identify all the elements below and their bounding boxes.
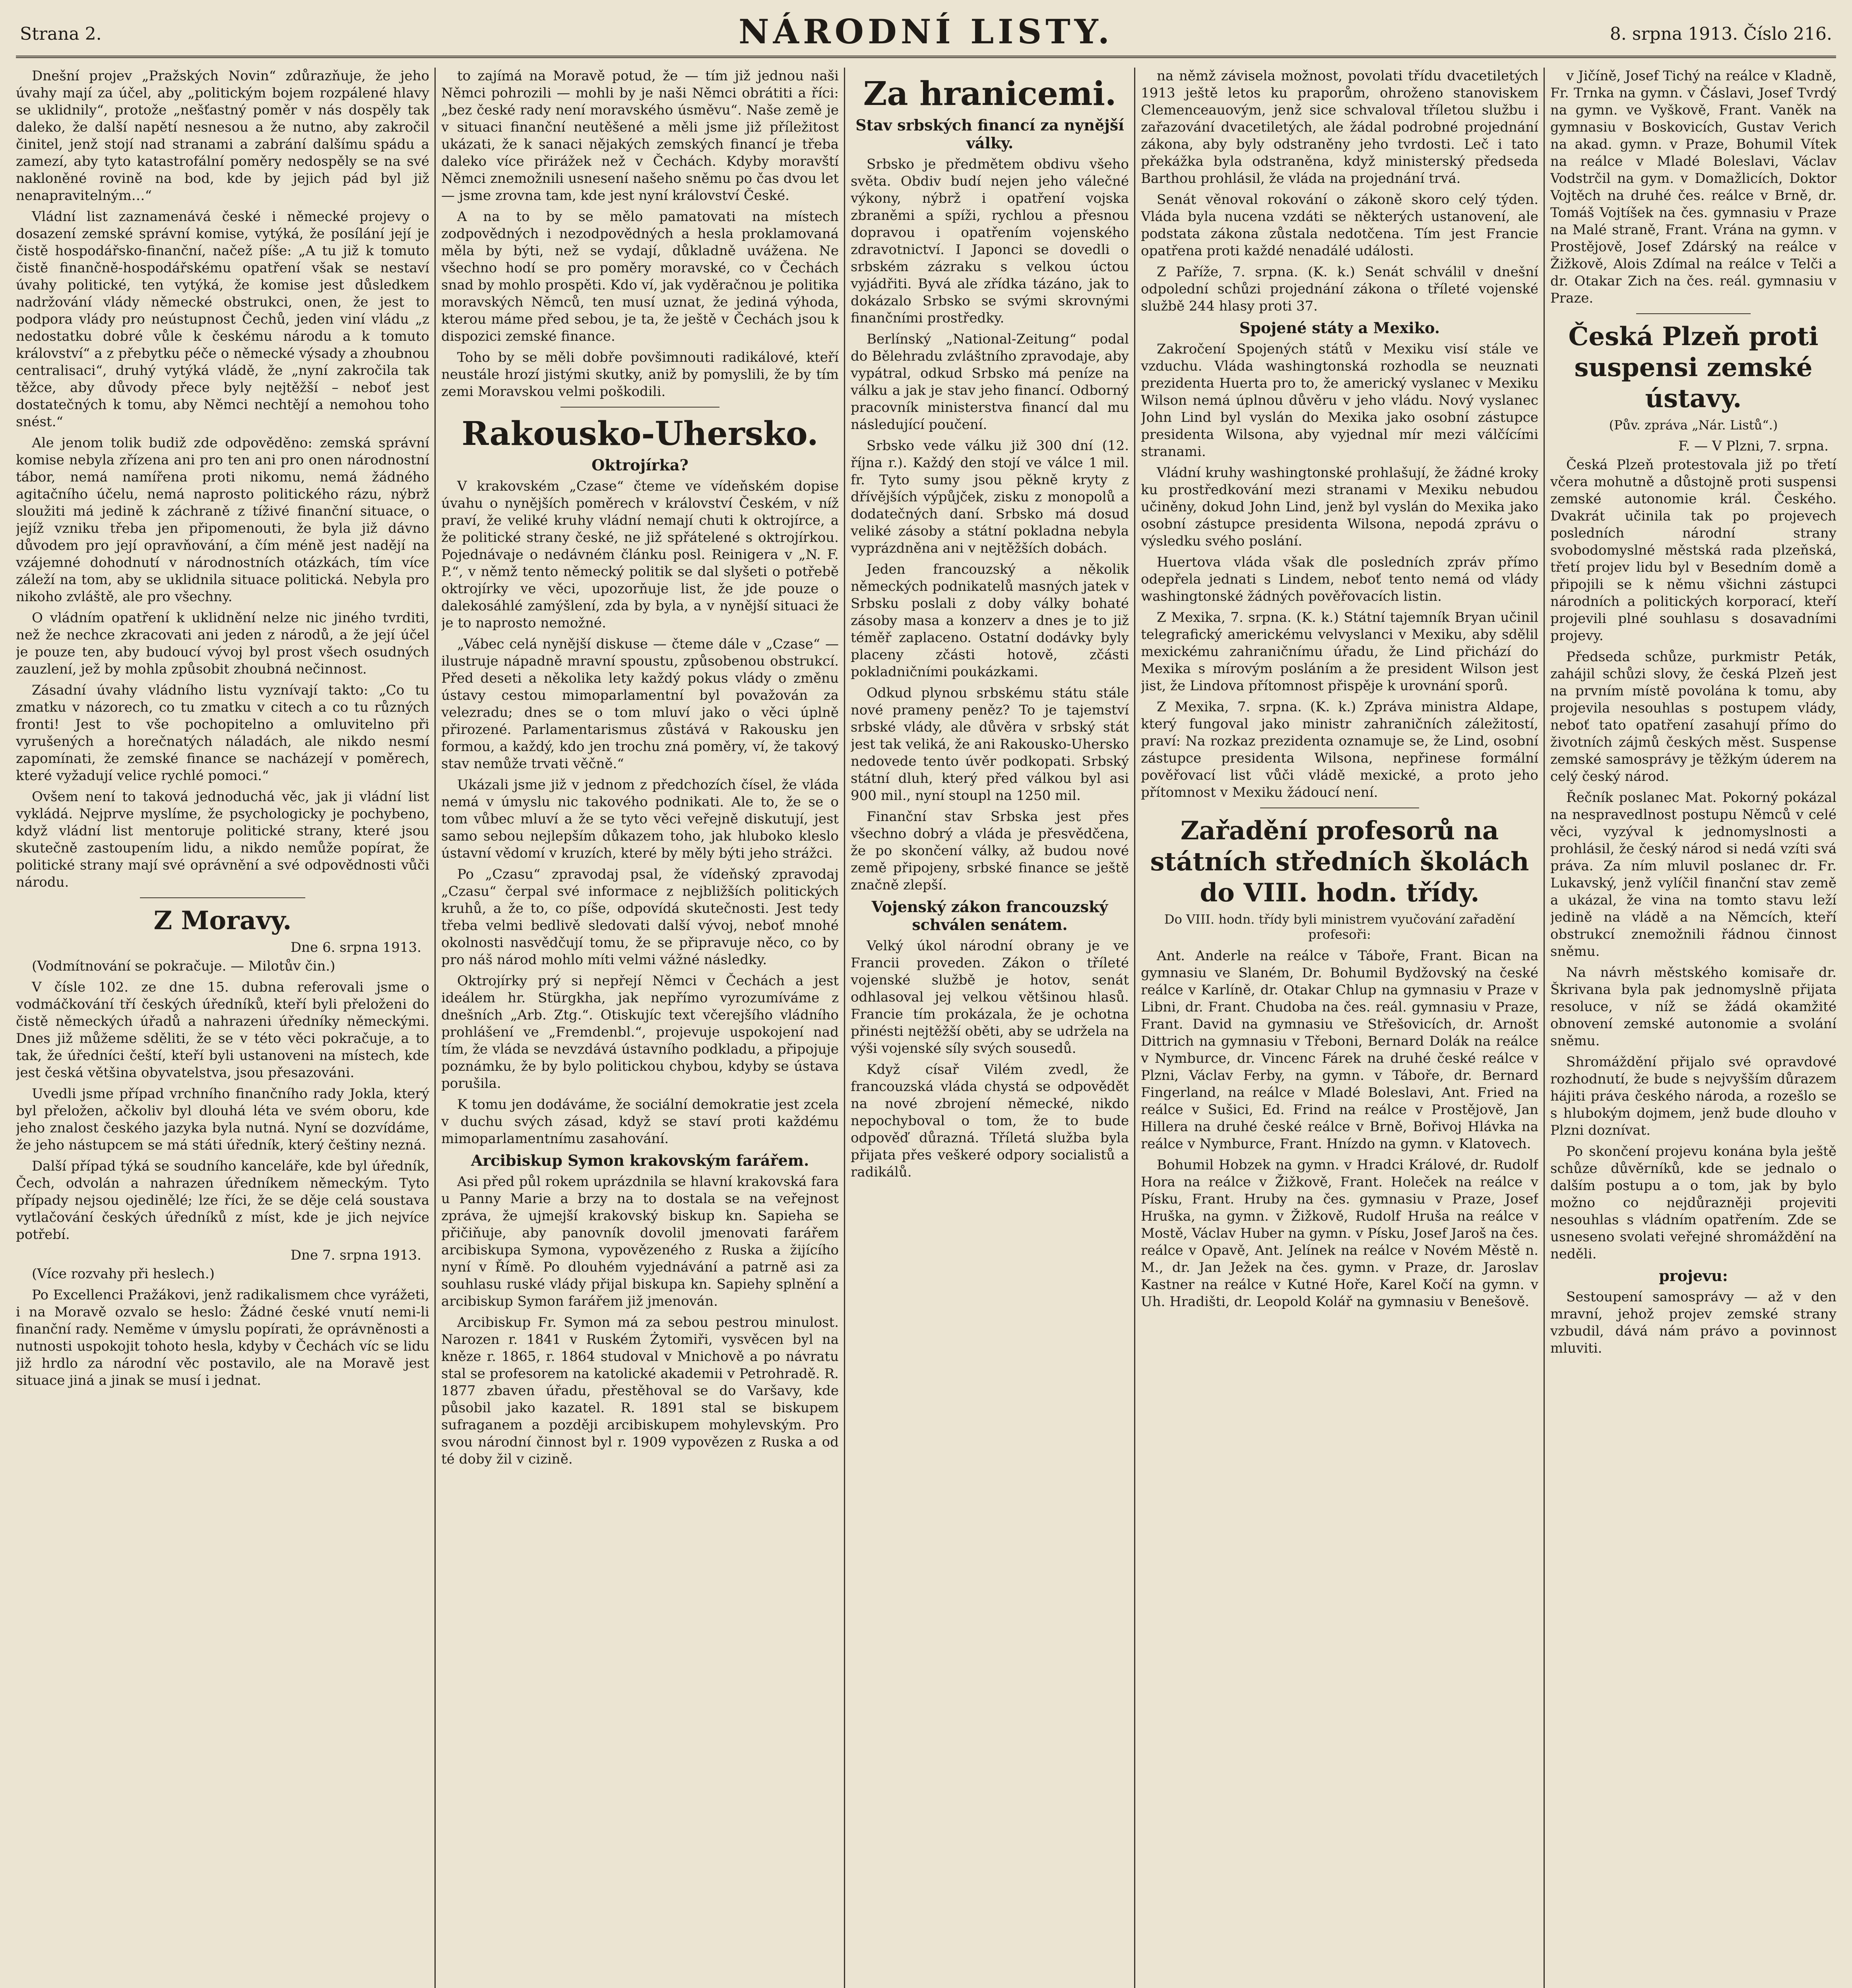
news-item: Z Mexika, 7. srpna. (K. k.) Státní tajemník Bryan učinil telegrafický americkému velvyslanci v Mexiku, aby sdělil mexickému zahraničnímu úřadu, že Lind přichází do Mexika s mírovým posláním a že president Wilson jest jist, že Lindova přítomnost přispěje k urovnání sporů. [1141,610,1538,694]
article-subtitle: Oktrojírka? [591,456,688,474]
article-paragraph: Asi před půl rokem uprázdnila se hlavní krakovská fara u Panny Marie a brzy na to dostala se na veřejnost zpráva, že ujmejší krakovský biskup kn. Sapieha se přičiňuje, aby panovník dovolil jmenovati farářem arcibiskupa Symona, vypovězeného z Ruska a žijícího nyní v Římě. Po dlouhém vyjednávání a patrně asi za souhlasu ruské vlády přijal biskupa kn. Sapiehy splnění a arcibiskup Symon farářem již jmenován. [441,1174,839,1309]
article-lead: (Vodmítnování se pokračuje. — Milotův čin.) [32,958,335,974]
column-divider [434,68,436,1988]
article-paragraph: Ovšem není to taková jednoduchá věc, jak ji vládní list vykládá. Nejprve myslíme, že psychologicky je pochybeno, když vládní list mentoruje politické strany, které jsou skutečně zastoupením lidu, a nikdo nemůže popírat, že politické strany mají své oprávnění a své odpovědnosti vůči národu. [16,789,429,890]
article-paragraph: Když císař Vilém zvedl, že francouzská vláda chystá se odpovědět na nové zbrojení německé, nikdo nepochyboval o tom, že to bude odpověď důrazná. Tříletá služba byla přijata přes veškeré odpory socialistů a radikálů. [851,1062,1129,1180]
article-dateline: Dne 6. srpna 1913. [290,940,421,955]
article-dateline: F. — V Plzni, 7. srpna. [1678,438,1829,454]
article-paragraph: V krakovském „Czase“ čteme ve vídeňském dopise úvahu o nynějších poměrech v království Českém, v níž praví, že veliké kruhy vládní nemají chuti k oktrojírce, a že politické strany české, ne již spřátelené s oktrojírkou. Pojednávaje o nedávném článku posl. Reinigera v „N. F. P.“, v němž tento německý politik se dal slyšeti o potřebě oktrojírky ve věci, upozorňuje list, že jde pouze o dalekosáhlé zamýšlení, zda by byla, a v nynější situaci že je to naprosto nemožné. [441,478,839,631]
article-paragraph: Ale jenom tolik budiž zde odpověděno: zemská správní komise nebyla zřízena ani pro ten ani pro onen národnostní tábor, nemá namířena proti nikomu, nemá žádného agitačního účelu, nemá naprosto politického rázu, nýbrž sloužiti má jedině k záchraně z tíživé finanční situace, o jejíž vzniku třeba jen připomenouti, že byla již dávno důvodem pro její opravňování, a čím méně jest nadějí na vzájemné dohodnutí v národnostních otázkách, tím více záleží na tom, aby se uklidnila situace politická. Nebyla pro nikoho zvláště, ale pro všechny. [16,435,429,605]
column-divider [1134,68,1135,1988]
article-paragraph: Bohumil Hobzek na gymn. v Hradci Králové, dr. Rudolf Hora na reálce v Žižkově, Frant. Holeček na reálce v Písku, Frant. Hruby na čes. gymnasiu v Praze, Josef Hruška, na gymn. v Žižkově, Rudolf Hruša na reálce v Mostě, Václav Huber na gymn. v Písku, Josef Jaroš na čes. reálce v Opavě, Ant. Jelínek na reálce v Novém Městě n. M., dr. Jan Ježek na čes. gymn. v Praze, dr. Jaroslav Kastner na reálce v Kutné Hoře, Karel Kočí na gymn. v Uh. Hradišti, dr. Leopold Kolář na gymnasiu v Benešově. [1141,1157,1538,1310]
article-paragraph: Řečník poslanec Mat. Pokorný pokázal na nespravedlnost postupu Němců v celé věci, vyzýval k jednomyslnosti a prohlásil, že český národ si nedá vzíti svá práva. Za ním mluvil poslanec dr. Fr. Lukavský, jenž vylíčil finanční stav země a ukázal, že vina na tomto stavu leží jedině na vládě a na Němcích, kteří obstrukcí znemožnili řádnou činnost sněmu. [1550,790,1836,959]
article-subtitle: Arcibiskup Symon krakovským farářem. [471,1151,809,1169]
section-title: Za hranicemi. [863,75,1117,113]
article-paragraph: V čísle 102. ze dne 15. dubna referovali jsme o vodmáčkování tří českých úředníků, kteří byli přeloženi do čistě německých úřadů a nahrazeni úředníky německými. Dnes již můžeme sděliti, že se v této věci pokračuje, a to tak, že úředníci čeští, kteří byli ustanoveni na místech, kde jest česká většina obyvatelstva, jsou přesazováni. [16,979,429,1081]
article-lead: (Více rozvahy při heslech.) [32,1266,215,1282]
page-number: Strana 2. [20,24,102,44]
article-title: Česká Plzeň proti suspensi zemské ústavy. [1568,322,1819,414]
article-paragraph: Odkud plynou srbskému státu stále nové prameny peněz? To je tajemství srbské vlády, ale důvěra v srbský stát jest tak veliká, že ani Rakousko-Uhersko nedovede tento úvěr podkopati. Srbský státní dluh, který před válkou byl asi 900 mil., nyní stoupl na 1250 mil. [851,685,1129,804]
article-paragraph: Srbsko vede válku již 300 dní (12. října r.). Každý den stojí ve válce 1 mil. fr. Tyto sumy jsou pěkně kryty z dřívějších výpůjček, zisku z monopolů a dodatečných daní. Srbsko má dosud veliké zásoby a státní pokladna nebyla vyprázdněna ani v nejtěžších dobách. [851,438,1129,556]
column-5 [1550,68,1836,1988]
article-subtitle: projevu: [1659,1267,1728,1285]
article-paragraph: Další případ týká se soudního kanceláře, kde byl úředník, Čech, odvolán a nahrazen úředníkem německým. Tyto případy nejsou ojedinělé; lze říci, že se děje celá soustava vytlačování českých úředníků z míst, kde je jich nejvíce potřebí. [16,1158,429,1242]
article-paragraph: K tomu jen dodáváme, že sociální demokratie jest zcela v duchu svých zásad, když se staví proti každému mimoparlamentnímu zasahování. [441,1097,839,1147]
article-paragraph: Oktrojírky prý si nepřejí Němci v Čechách a jest ideálem hr. Stürgkha, jak nepřímo vyrozumíváme z dnešních „Arb. Ztg.“. Otiskujíc text včerejšího vládního prohlášení ve „Fremdenbl.“, projevuje uspokojení nad tím, že vláda se nevzdává ústavního podkladu, a připojuje poznámku, že by bylo politickou chybou, kdyby se ústava porušila. [441,973,839,1091]
article-note: Do VIII. hodn. třídy byli ministrem vyučování zařadění profesoři: [1164,912,1515,942]
article-title: Zařadění profesorů na státních středních školách do VIII. hodn. třídy. [1150,816,1529,908]
section-divider [140,897,305,898]
column-4 [1141,68,1538,1988]
article-subtitle: Vojenský zákon francouzský schválen senátem. [871,898,1108,934]
article-paragraph: Velký úkol národní obrany je ve Francii proveden. Zákon o tříleté vojenské službě je hotov, senát odhlasoval jej velkou většinou hlasů. Francie tím prokázala, že je ochotna přinésti nejtěžší oběti, aby se udržela na výši vojenské síly svých sousedů. [851,938,1129,1056]
column-3 [851,68,1129,1988]
article-paragraph: O vládním opatření k uklidnění nelze nic jiného tvrditi, než že nechce zkracovati ani jeden z národů, a že její účel je pouze ten, aby budoucí vývoj byl prost všech osudných zauzlení, jež by mohla způsobit zhoubná nečinnost. [16,610,429,677]
masthead: NÁRODNÍ LISTY. [738,12,1113,51]
article-note: (Pův. zpráva „Nár. Listů“.) [1609,417,1778,433]
article-subtitle: Stav srbských financí za nynější války. [855,116,1124,152]
article-paragraph: Jeden francouzský a několik německých podnikatelů masných jatek v Srbsku poslali z doby války bohaté zásoby masa a konzerv a dnes je to již téměř zaplaceno. Ostatní dodávky byly placeny zčásti hotově, zčásti pokladničními poukázkami. [851,561,1129,680]
article-paragraph: Dnešní projev „Pražských Novin“ zdůrazňuje, že jeho úvahy mají za účel, aby „politickým bojem rozpálené hlavy se uklidnily“, protože „nešťastný poměr v nás dospěly tak daleko, že další napětí nesnesou a že nutno, aby zakročil činitel, jenž stojí nad stranami a zabrání dalšímu spádu a zamezí, aby tyto katastrofální poměry nedospěly se na své nakloněné rovině na bod, kde by jejich pád byl již nenapravitelným…“ [16,68,429,204]
article-paragraph: Po skončení projevu konána byla ještě schůze důvěrníků, kde se jednalo o dalším postupu a o tom, jak by bylo možno co nejdůrazněji projeviti nesouhlas s vládním opatřením. Zde se usneseno svolati veřejné shromáždění na neděli. [1550,1143,1836,1262]
article-paragraph: Předseda schůze, purkmistr Peták, zahájil schůzi slovy, že česká Plzeň jest na prvním místě povolána k tomu, aby projevila nesouhlas s postupem vlády, neboť tato opatření zasahují přímo do životních zájmů českých měst. Suspense zemské samosprávy je těžkým úderem na celý český národ. [1550,649,1836,784]
column-1 [16,68,429,1988]
article-paragraph: Srbsko je předmětem obdivu všeho světa. Obdiv budí nejen jeho válečné výkony, nýbrž i opatření vojska zbraněmi a spíži, rychlou a přesnou dopravou i opatřením vojenského zdravotnictví. I Japonci se dovedli o srbském zázraku s velkou úctou vyjádřiti. Byvá ale zřídka tázáno, jak to dokázalo Srbsko se svými skrovnými finančními prostředky. [851,156,1129,326]
article-paragraph: v Jičíně, Josef Tichý na reálce v Kladně, Fr. Trnka na gymn. v Čáslavi, Josef Tvrdý na gymn. ve Vyškově, Frant. Vaněk na gymnasiu v Boskovicích, Gustav Verich na akad. gymn. v Praze, Bohumil Vítek na reálce v Mladé Boleslavi, Václav Vodstrčil na gym. v Domažlicích, Doktor Vojtěch na druhé čes. reálce v Brně, dr. Tomáš Vojtíšek na čes. gymnasiu v Praze na Malé straně, Frant. Vrána na gymn. v Prostějově, Josef Zdárský na reálce v Žižkově, Alois Zdímal na reálce v Telči a dr. Otakar Zich na čes. reál. gymnasiu v Praze. [1550,68,1836,306]
article-paragraph: Ukázali jsme již v jednom z předchozích čísel, že vláda nemá v úmyslu nic takového podnikati. Ale to, že se o tom vůbec mluví a že se tyto věci veřejně diskutují, jest samo sebou nejlepším důkazem toho, jak hluboko kleslo ústavní vědomí v kruzích, které by měly býti jeho strážci. [441,777,839,861]
article-paragraph: Shromáždění přijalo své opravdové rozhodnutí, že bude s nejvyšším důrazem hájiti práva českého národa, a rozešlo se s hlubokým dojmem, jenž bude dlouho v Plzni doznívat. [1550,1054,1836,1138]
article-dateline: Dne 7. srpna 1913. [290,1247,421,1263]
section-divider [1636,313,1751,314]
article-paragraph: Finanční stav Srbska jest přes všechno dobrý a vláda je přesvědčena, že po skončení války, až budou nové země připojeny, srbské finance se ještě značně zlepší. [851,809,1129,893]
section-divider [560,407,719,408]
column-divider [844,68,845,1988]
article-paragraph: na němž závisela možnost, povolati třídu dvacetiletých 1913 ještě letos ku praporům, ohroženo stanoviskem Clemenceauovým, jenž sice schvaloval tříletou službu i zařazování dvacetiletých, ale žádal podrobné projednání zákona, aby byly odstraněny jeho tvrdosti. Leč i tato překážka byla odstraněna, když ministerský předseda Barthou prohlásil, že vláda na projednání trvá. [1141,68,1538,186]
article-paragraph: to zajímá na Moravě potud, že — tím již jednou naši Němci pohrozili — mohli by je naši Němci obrátiti a říci: „bez české rady není moravského úsměvu“. Naše země je v situaci finanční neutěšené a měli jsme již příležitost ukázati, že k sanaci nějakých zemských financí je třeba daleko více přirážek než v Čechách. Kdyby moravští Němci znemožnili usnesení našeho sněmu po čas dvou let — jsme zrovna tam, kde jest nyní království České. [441,68,839,204]
article-paragraph: A na to by se mělo pamatovati na místech zodpovědných i nezodpovědných a hesla proklamovaná měla by býti, než se vydají, důkladně uvážena. Ne všechno hodí se pro poměry moravské, co v Čechách snad by mohlo prospěti. Kdo ví, jak vyděračnou je politika moravských Němců, ten musí uznat, že jediná výhoda, kterou máme před sebou, je ta, že ještě v Čechách jsou k dispozici zemské finance. [441,209,839,344]
article-paragraph: Po Excellenci Pražákovi, jenž radikalismem chce vyrážeti, i na Moravě ozvalo se heslo: Žádné české vnutí nemi-li finanční rady. Neměme v úmyslu popírati, že oprávněnosti a nutnosti uspokojit tohoto hesla, kdyby v Čechách víc se lidu již hrdlo za národní věc postavilo, ale na Moravě jest situace jiná a jinak se musí i jednat. [16,1287,429,1388]
article-paragraph: „Vábec celá nynější diskuse — čteme dále v „Czase“ — ilustruje nápadně mravní spoustu, způsobenou obstrukcí. Před deseti a několika lety každý pokus vlády o změnu ústavy cestou mimoparlamentní byl považován za velezradu; dnes se o tom mluví jako o věci úplně přirozené. Parlamentarismus zůstává v Rakousku jen formou, a každý, kdo jen trochu zná poměry, ví, že takový stav nemůže trvati věčně.“ [441,636,839,772]
article-title: Z Moravy. [153,906,292,936]
article-paragraph: Česká Plzeň protestovala již po třetí včera mohutně a důstojně proti suspensi zemské autonomie král. Českého. Dvakrát učinila tak po projevech posledních národní strany svobodomyslné městská rada plzeňská, třetí projev lidu byl v Besedním domě a připojili se k němu všichni zástupci národních a politických korporací, kteří projevili plné souhlasu s dosavadními projevy. [1550,457,1836,644]
article-subtitle: Spojené státy a Mexiko. [1239,319,1440,337]
page-header [16,8,1836,58]
column-2 [441,68,839,1988]
article-paragraph: Ant. Anderle na reálce v Táboře, Frant. Bican na gymnasiu ve Slaném, Dr. Bohumil Bydžovský na české reálce v Karlíně, dr. Otakar Chlup na gymnasiu v Praze v Libni, dr. Frant. Chudoba na čes. reál. gymnasiu v Praze, Frant. David na gymnasiu ve Střešovicích, dr. Arnošt Dittrich na gymnasiu v Třeboni, Bernard Dolák na reálce v Nymburce, dr. Vincenc Fárek na druhé české reálce v Plzni, Václav Ferby, na gymn. v Táboře, dr. Bernard Fingerland, na reálce v Mladé Boleslavi, Ant. Fried na reálce v Sušici, Ed. Frind na reálce v Prostějově, Jan Hillera na druhé české reálce v Brně, Bořivoj Hlávka na reálce v Nymburce, Frant. Hnízdo na gymn. v Klatovech. [1141,948,1538,1152]
news-item: Z Paříže, 7. srpna. (K. k.) Senát schválil v dnešní odpolední schůzi projednání zákona o tříleté vojenské službě 244 hlasy proti 37. [1141,264,1538,314]
article-paragraph: Vládní list zaznamenává české i německé projevy o dosazení zemské správní komise, vytýká, že posílání její je čistě hospodářsko-finanční, načež píše: „A tu již k tomuto čistě finančně-hospodářskému opatření však se nestaví úvahy politické, ten vytýká, že komise jest důsledkem nadržování vlády německé obstrukci, onen, že jest to podpora vlády pro neústupnost Čechů, jeden viní vládu „z nedostatku dobré vůle k českému národu a k tomuto království“ a z přebytku péče o německé výsady a zhoubnou centralisaci“, druhý vytýká vládě, že „nyní zakročila tak těžce, aby důvody přece byly nejtěžší – neboť jest dostatečných k tomu, aby Němci nechtějí a nemohou toho snést.“ [16,209,429,430]
article-paragraph: Berlínský „National-Zeitung“ podal do Bělehradu zvláštního zpravodaje, aby vypátral, odkud Srbsko má peníze na válku a jak je stav jeho financí. Odborný pracovník ministerstva financí dal mu následující poučení. [851,331,1129,433]
issue-date: 8. srpna 1913. Číslo 216. [1610,24,1832,44]
article-paragraph: Na návrh městského komisaře dr. Škrivana byla pak jednomyslně přijata resoluce, v níž se žádá okamžité obnovení zemské autonomie a svolání sněmu. [1550,965,1836,1049]
article-paragraph: Sestoupení samosprávy — až v den mravní, jehož projev zemské strany vzbudil, dává nám právo a povinnost mluviti. [1550,1289,1836,1356]
article-paragraph: Po „Czasu“ zpravodaj psal, že vídeňský zpravodaj „Czasu“ čerpal své informace z nejbližších politických kruhů, a že to, co píše, odpovídá skutečnosti. Jest tedy třeba velmi bedlivě sledovati další vývoj, neboť mnohé okolnosti nasvědčují tomu, že se připravuje něco, co by pro náš národ mohlo míti velmi vážné následky. [441,866,839,968]
column-divider [1544,68,1545,1988]
section-title: Rakousko-Uhersko. [462,415,818,453]
article-paragraph: Arcibiskup Fr. Symon má za sebou pestrou minulost. Narozen r. 1841 v Ruském Żytomiři, vysvěcen byl na kněze r. 1865, r. 1864 studoval v Mnichově a po návratu stal se profesorem na katolické akademii v Petrohradě. R. 1877 zbaven úřadu, přestěhoval se do Varšavy, kde působil jako kazatel. R. 1891 stal se biskupem sufraganem a později arcibiskupem mohylevským. Pro svou národní činnost byl r. 1909 vypovězen z Ruska a od té doby žil v cizině. [441,1314,839,1467]
article-paragraph: Zásadní úvahy vládního listu vyznívají takto: „Co tu zmatku v názorech, co tu zmatku v citech a co tu různých fronti! Jest to vše pochopitelno a omluvitelno při vyrušených a horečnatých náladách, ale nikdo nesmí zapomínati, že zemské finance se nacházejí v poměrech, které vyžadují velice rychlé pomoci.“ [16,682,429,784]
article-paragraph: Huertova vláda však dle posledních zpráv přímo odepřela jednati s Lindem, neboť tento nemá od vlády washingtonské žádných pověřovacích listin. [1141,554,1538,604]
article-paragraph: Vládní kruhy washingtonské prohlašují, že žádné kroky ku prostředkování mezi stranami v Mexiku nebudou učiněny, dokud John Lind, jenž byl vyslán do Mexika jako osobní zástupce presidenta Wilsona, nepodá zprávu o výsledku svého poslání. [1141,465,1538,549]
article-paragraph: Toho by se měli dobře povšimnouti radikálové, kteří neustále hrozí jistými skutky, aniž by pomyslili, že by tím zemi Moravskou velmi poškodili. [441,349,839,400]
article-paragraph: Uvedli jsme případ vrchního finančního rady Jokla, který byl přeložen, ačkoliv byl dlouhá léta ve svém oboru, kde jeho znalost českého jazyka byla nutná. Nyní se dozvídáme, že jeho nástupcem se má státi úředník, který češtiny nezná. [16,1086,429,1153]
article-paragraph: Senát věnoval rokování o zákoně skoro celý týden. Vláda byla nucena vzdáti se některých ustanovení, ale podstata zákona zůstala nedotčena. Tím jest Francie opatřena proti každé nenadálé události. [1141,192,1538,259]
news-item: Z Mexika, 7. srpna. (K. k.) Zpráva ministra Aldape, který fungoval jako ministr zahraničních záležitostí, praví: Na rozkaz prezidenta oznamuje se, že Lind, osobní zástupce presidenta Wilsona, nepřinese formální pověřovací list vůči vládě mexické, a proto jeho přítomnost v Mexiku žádoucí není. [1141,699,1538,800]
article-paragraph: Zakročení Spojených států v Mexiku visí stále ve vzduchu. Vláda washingtonská rozhodla se neuznati prezidenta Huerta pro to, že americký vyslanec v Mexiku Wilson nemá úplnou důvěru v jeho vládu. Nový vyslanec John Lind byl vyslán do Mexika jako osobní zástupce presidenta Wilsona, aby vyjednal mír mezi válčícími stranami. [1141,341,1538,460]
